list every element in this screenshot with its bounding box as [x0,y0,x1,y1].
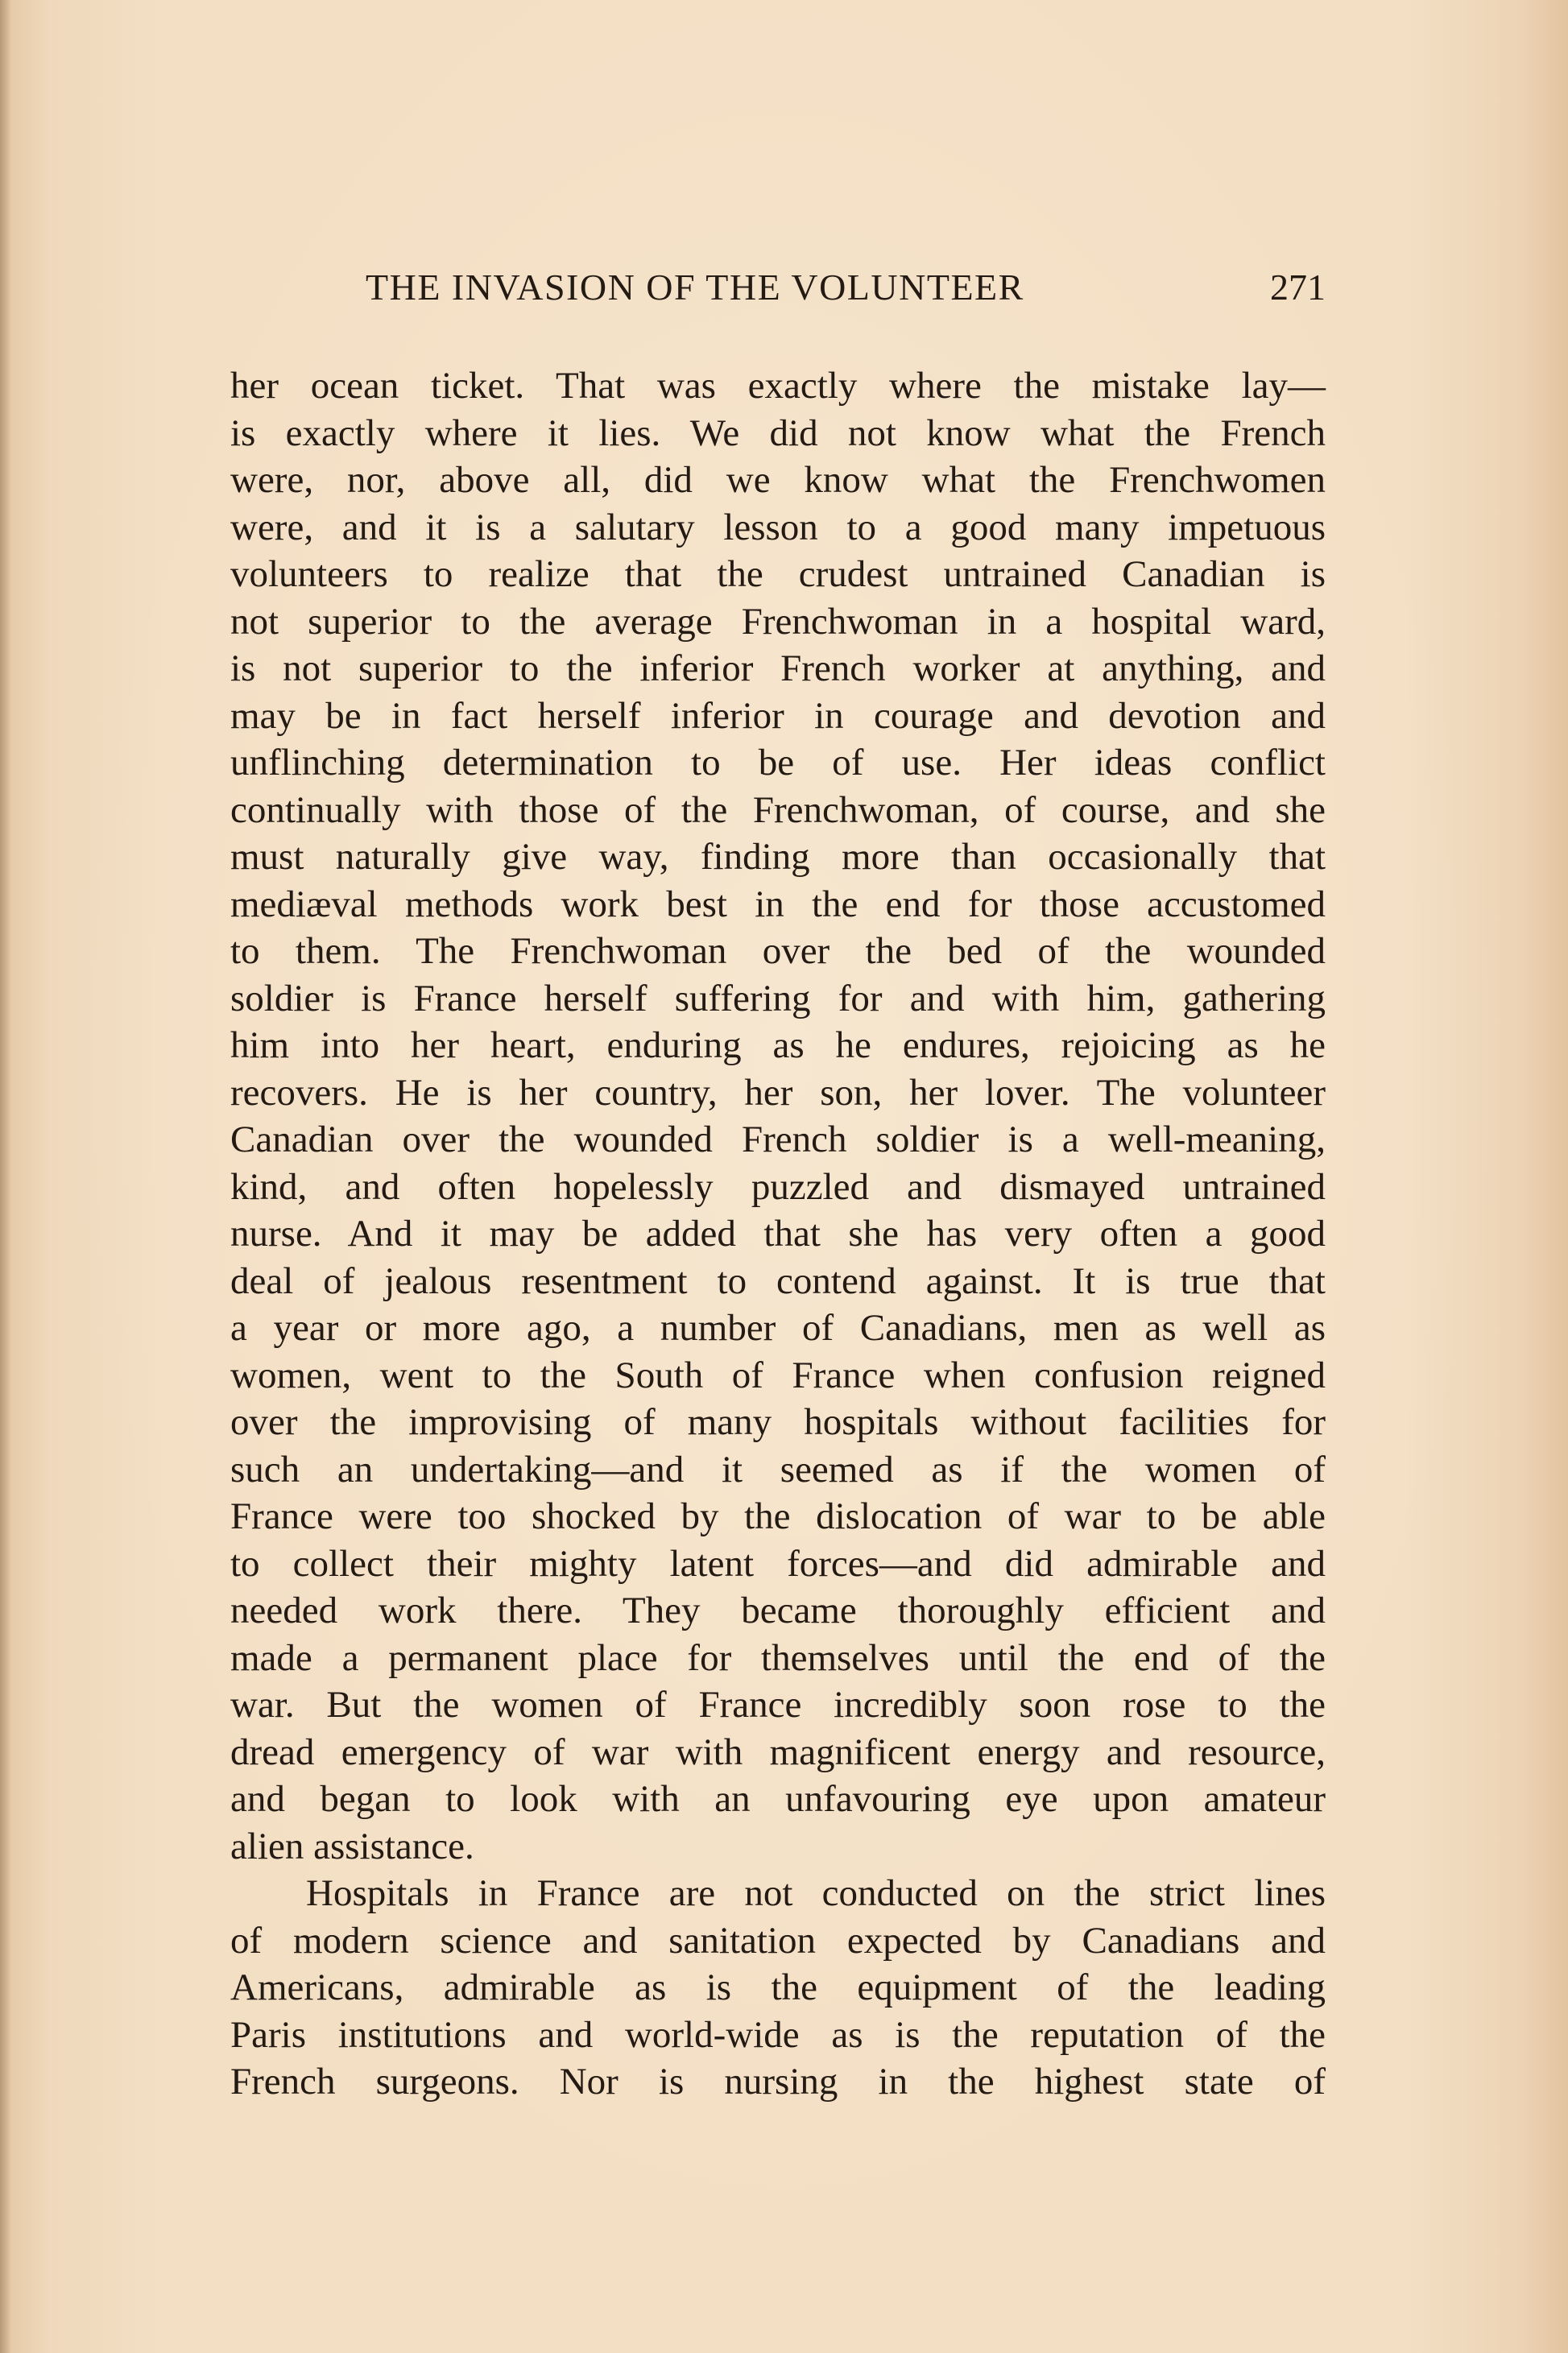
text-line: Canadian over the wounded French soldier is a well-meaning, [230,1119,1326,1160]
text-line: Americans, admirable as is the equipment of the leading [230,1966,1326,2008]
text-line: unflinching determination to be of use. Her ideas conflict [230,742,1326,784]
text-line: her ocean ticket. That was exactly where the mistake lay— [230,365,1326,407]
text-line: recovers. He is her country, her son, her lover. The volunteer [230,1071,1326,1114]
text-line: over the improvising of many hospitals without facilities for [230,1401,1326,1443]
text-line: is not superior to the inferior French worker at anything, and [230,647,1326,689]
text-line: mediæval methods work best in the end for those accustomed [230,883,1326,925]
text-line: dread emergency of war with magnificent energy and resource, [230,1731,1326,1773]
text-line: and began to look with an unfavouring eye upon amateur [230,1778,1326,1820]
text-line: Hospitals in France are not conducted on the strict lines [306,1872,1326,1914]
text-line: war. But the women of France incredibly soon rose to the [230,1684,1326,1726]
running-head [230,266,1326,322]
text-line: to them. The Frenchwoman over the bed of the wounded [230,930,1326,972]
paragraph [230,362,1326,1870]
text-line: of modern science and sanitation expected by Canadians and [230,1919,1326,1962]
text-line: to collect their mighty latent forces—and did admirable and [230,1542,1326,1585]
text-line: is exactly where it lies. We did not know what the French [230,411,1326,454]
text-line: nurse. And it may be added that she has very often a good [230,1213,1326,1255]
text-line: a year or more ago, a number of Canadians, men as well as [230,1307,1326,1349]
text-line: volunteers to realize that the crudest untrained Canadian is [230,553,1326,595]
text-line: must naturally give way, finding more than occasionally that [230,836,1326,878]
text-line: women, went to the South of France when confusion reigned [230,1354,1326,1396]
running-title: THE INVASION OF THE VOLUNTEER [366,267,1024,308]
text-line: may be in fact herself inferior in courage and devotion and [230,694,1326,737]
text-line: France were too shocked by the dislocation of war to be able [230,1495,1326,1537]
text-line: soldier is France herself suffering for and with him, gathering [230,977,1326,1019]
text-line: French surgeons. Nor is nursing in the highest state of [230,2061,1326,2103]
text-line: deal of jealous resentment to contend against. It is true that [230,1259,1326,1302]
text-line: Paris institutions and world-wide as is the reputation of the [230,2013,1326,2056]
text-line: not superior to the average Frenchwoman in a hospital ward, [230,600,1326,643]
page-number: 271 [1270,267,1326,308]
page-gutter-shadow [0,0,11,2353]
text-line: alien assistance. [230,1825,474,1867]
text-line: were, nor, above all, did we know what the Frenchwomen [230,459,1326,501]
text-line: such an undertaking—and it seemed as if the women of [230,1448,1326,1491]
text-line: continually with those of the Frenchwoman, of course, and she [230,788,1326,831]
text-line: kind, and often hopelessly puzzled and dismayed untrained [230,1165,1326,1208]
text-line: needed work there. They became thoroughly efficient and [230,1590,1326,1631]
text-line: were, and it is a salutary lesson to a good many impetuous [230,506,1326,548]
body-text [230,362,1326,2106]
text-line: him into her heart, enduring as he endures, rejoicing as he [230,1024,1326,1066]
paragraph [230,1870,1326,2106]
text-line: made a permanent place for themselves until the end of the [230,1636,1326,1679]
